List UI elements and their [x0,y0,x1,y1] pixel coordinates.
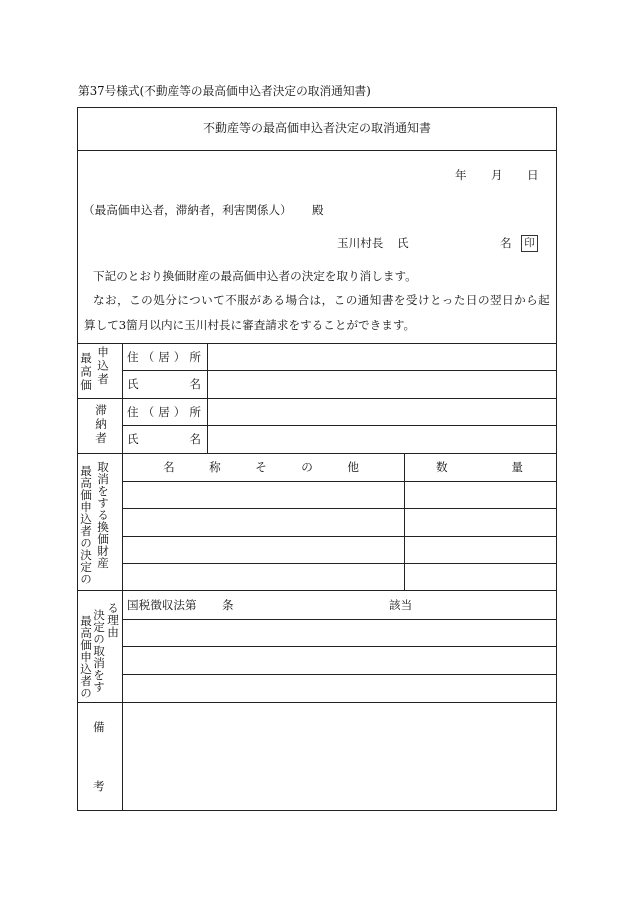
property-label-column: 取消をする換価財産 [96,461,110,569]
delinquent-taxpayer-label-column: 滞納者 [94,404,108,446]
reason-row [123,620,555,646]
reason-statute-prefix: 国税徴収法第 [127,598,197,612]
delinquent-taxpayer-address-field [208,399,555,425]
label-char: 数 [436,460,448,474]
body-paragraph-2-line-1: なお，この処分について不服がある場合は，この通知書を受けとった日の翌日から起 [93,293,551,307]
addressee-recipients: （最高価申込者，滞納者，利害関係人） [83,203,292,217]
delinquent-taxpayer-name-label [127,432,201,446]
notice-title: 不動産等の最高価申込者決定の取消通知書 [202,121,431,135]
reason-article-suffix: 条 [222,598,234,612]
label-char: ） [173,405,186,419]
body-paragraph-1: 下記のとおり換価財産の最高価申込者の決定を取り消します。 [93,269,417,283]
label-char: 所 [189,350,201,364]
rule-property-bottom [77,590,557,591]
reason-label-column: る理由 [106,602,120,638]
issuer-name-label-first: 氏 [397,236,409,250]
highest-bidder-name-field [208,371,555,398]
label-char: 氏 [127,377,139,391]
property-row [123,482,555,508]
label-char: 氏 [127,432,139,446]
date-month-label: 月 [491,168,503,182]
reason-applicable: 該当 [389,598,413,612]
label-char: の [301,460,313,474]
issuer-name-label-last: 名 [500,236,512,250]
addressee-honorific: 殿 [312,203,324,217]
rule-title-bottom [77,150,557,151]
property-row [123,537,555,563]
reason-label-column: 決定の取消をす [92,609,106,693]
label-char: 居 [158,350,170,364]
rule-delinquent-bottom [77,453,557,454]
label-char: 名 [163,460,175,474]
label-char: 名 [189,377,201,391]
reason-label-column: 最高価申込者の [79,615,93,699]
remarks-label-bottom: 考 [93,779,105,793]
reason-row [123,647,555,674]
label-char: （ [142,405,155,419]
label-char: 住 [127,405,139,419]
issuer-office: 玉川村長 [337,236,384,250]
seal-mark: 印 [521,235,538,252]
label-char: 量 [511,460,523,474]
delinquent-taxpayer-name-field [208,426,555,453]
highest-bidder-name-label [127,377,201,391]
property-label-column: 最高価申込者の決定の [79,465,93,585]
highest-bidder-label-column: 申込者 [96,346,110,387]
highest-bidder-address-label [127,350,201,364]
label-char: ） [173,350,186,364]
delinquent-taxpayer-address-label [127,405,201,419]
label-char: 所 [189,405,201,419]
date-day-label: 日 [527,168,539,182]
label-char: 他 [347,460,359,474]
property-row [123,509,555,536]
highest-bidder-address-field [208,344,555,370]
label-char: 名 [189,432,201,446]
label-char: そ [255,460,267,474]
property-quantity-column-header [436,460,523,474]
highest-bidder-label-column: 最高価 [79,352,93,393]
remarks-field [123,703,555,809]
label-char: 住 [127,350,139,364]
form-number-heading: 第37号様式(不動産等の最高価申込者決定の取消通知書) [78,84,371,98]
property-row [123,564,555,590]
remarks-label-top: 備 [93,720,105,734]
label-char: 居 [158,405,170,419]
date-year-label: 年 [455,168,467,182]
label-char: 称 [209,460,221,474]
property-name-column-header [163,460,359,474]
body-paragraph-2-line-2: 算して3箇月以内に玉川村長に審査請求をすることができます。 [84,318,416,332]
reason-row [123,675,555,702]
label-char: （ [142,350,155,364]
